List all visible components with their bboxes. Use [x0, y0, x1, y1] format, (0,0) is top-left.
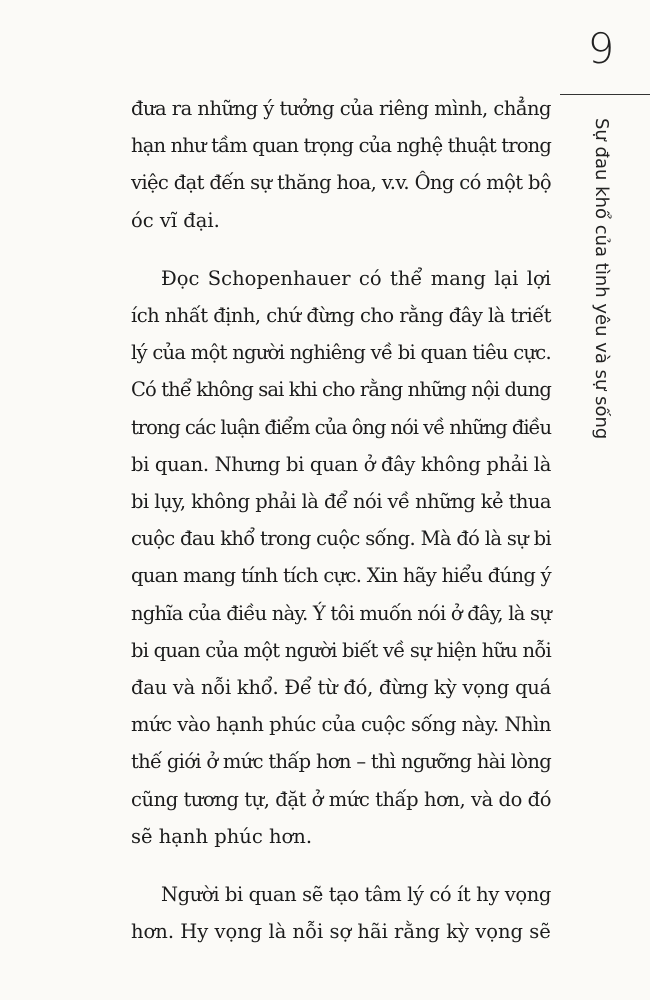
text-line: đưa ra những ý tưởng của riêng mình, chẳng — [131, 97, 551, 120]
text-line: trong các luận điểm của ông nói về những điều — [131, 415, 551, 439]
paragraph-gap — [131, 855, 551, 876]
text-line: bi quan. Nhưng bi quan ở đây không phải là — [131, 452, 551, 476]
running-head: Sự đau khổ của tình yêu và sự sống — [591, 118, 612, 440]
text-line: hạn như tầm quan trọng của nghệ thuật trong — [131, 134, 551, 158]
text-line: lý của một người nghiêng về bi quan tiêu cực. — [131, 341, 551, 365]
paragraph-3 — [131, 876, 551, 950]
text-line: quan mang tính tích cực. Xin hãy hiểu đúng ý — [131, 564, 551, 588]
text-line: cũng tương tự, đặt ở mức thấp hơn, và do đó — [131, 787, 551, 811]
text-line: việc đạt đến sự thăng hoa, v.v. Ông có một bộ — [131, 171, 551, 195]
paragraph-2 — [131, 260, 551, 855]
text-line: thế giới ở mức thấp hơn – thì ngưỡng hài lòng — [131, 750, 551, 774]
text-line: Người bi quan sẽ tạo tâm lý có ít hy vọng — [161, 883, 551, 907]
text-line: bi quan của một người biết về sự hiện hữu nỗi — [131, 638, 551, 662]
paragraph-1 — [131, 90, 551, 239]
text-line: Đọc Schopenhauer có thể mang lại lợi — [161, 266, 551, 290]
text-line: Có thể không sai khi cho rằng những nội dung — [131, 378, 551, 402]
text-line: ích nhất định, chứ đừng cho rằng đây là triết — [131, 304, 551, 328]
text-line: bi lụy, không phải là để nói về những kẻ thua — [131, 490, 551, 514]
text-line: sẽ hạnh phúc hơn. — [131, 824, 313, 848]
body-text — [131, 90, 551, 950]
text-line: đau và nỗi khổ. Để từ đó, đừng kỳ vọng quá — [131, 676, 551, 700]
header-rule — [560, 94, 650, 95]
page-number: 9 — [587, 24, 615, 73]
text-line: óc vĩ đại. — [131, 208, 220, 232]
text-line: cuộc đau khổ trong cuộc sống. Mà đó là sự bi — [131, 527, 551, 551]
text-line: hơn. Hy vọng là nỗi sợ hãi rằng kỳ vọng sẽ — [131, 920, 551, 944]
text-line: mức vào hạnh phúc của cuộc sống này. Nhìn — [131, 713, 551, 737]
paragraph-gap — [131, 239, 551, 260]
text-line: nghĩa của điều này. Ý tôi muốn nói ở đây, là sự — [131, 601, 551, 625]
